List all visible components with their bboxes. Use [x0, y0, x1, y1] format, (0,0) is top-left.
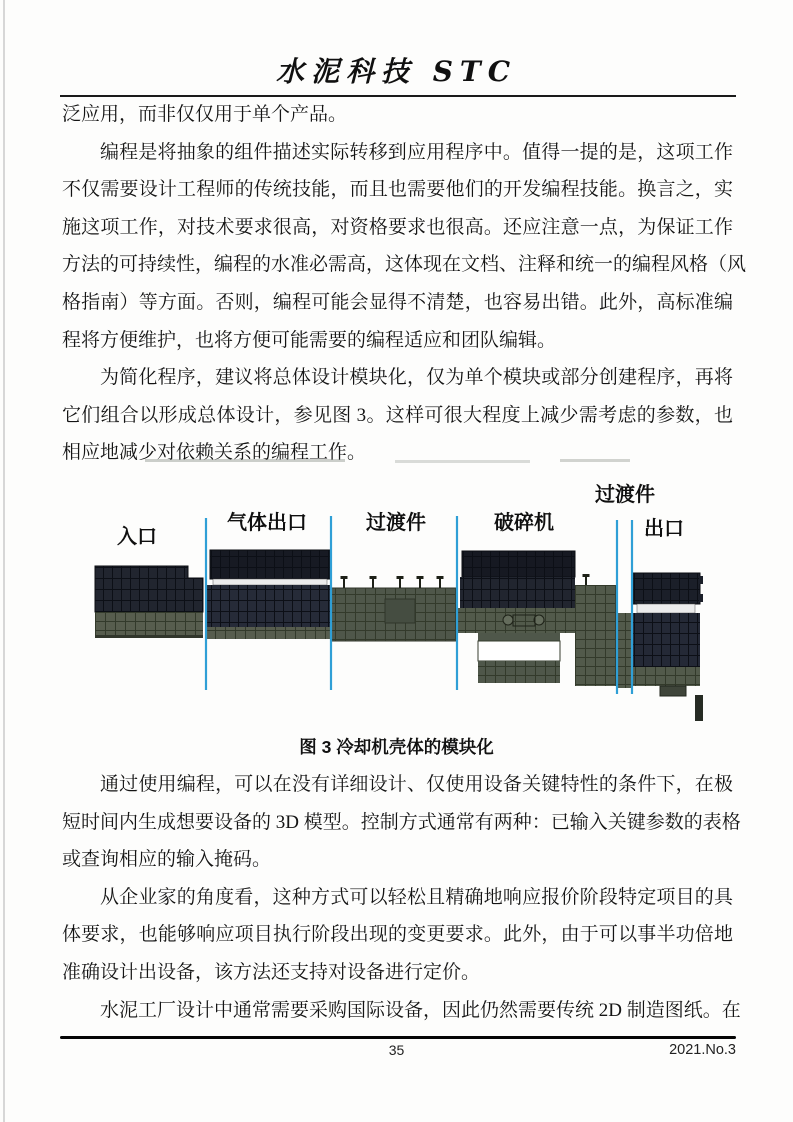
figure-module-transition-2 [617, 613, 632, 688]
text-line: 施这项工作，对技术要求很高，对资格要求也很高。还应注意一点，为保证工作 [62, 216, 733, 238]
text-line: 为简化程序，建议将总体设计模块化，仅为单个模块或部分创建程序，再将 [100, 367, 733, 389]
scan-smudge [395, 460, 530, 463]
text-line: 或查询相应的输入掩码。 [62, 849, 272, 871]
figure-label-transition-2: 过渡件 [595, 484, 655, 506]
page-number: 35 [388, 1042, 405, 1058]
figure-module-gas-outlet [206, 550, 331, 639]
figure-caption: 图 3 冷却机壳体的模块化 [299, 737, 494, 757]
figure-label-outlet: 出口 [644, 518, 684, 540]
figure-module-crusher [457, 551, 617, 686]
figure-cooler-shell-modularization [85, 468, 710, 730]
figure-label-inlet: 入口 [117, 526, 157, 548]
figure-label-gas-outlet: 气体出口 [227, 512, 307, 534]
text-line: 程将方便维护，也将方便可能需要的编程适应和团队编辑。 [62, 329, 557, 351]
text-line: 不仅需要设计工程师的传统技能，而且也需要他们的开发编程技能。换言之，实 [62, 179, 733, 201]
text-line: 通过使用编程，可以在没有详细设计、仅使用设备关键特性的条件下，在极 [100, 774, 733, 795]
text-line: 从企业家的角度看，这种方式可以轻松且精确地响应报价阶段特定项目的具 [100, 886, 733, 908]
scan-smudge [145, 459, 345, 462]
footer-rule [60, 1036, 736, 1039]
figure-image [85, 468, 710, 730]
scan-smudge [560, 459, 630, 462]
figure-label-crusher: 破碎机 [494, 512, 554, 534]
text-line: 体要求，也能够响应项目执行阶段出现的变更要求。此外，由于可以事半功倍地 [62, 924, 733, 946]
journal-title: 水泥科技 STC [275, 55, 518, 88]
article-text-lower [62, 766, 741, 1029]
figure-module-transition [331, 576, 457, 641]
text-line: 相应地减少对依赖关系的编程工作。 [62, 442, 367, 464]
text-line: 短时间内生成想要设备的 3D 模型。控制方式通常有两种：已输入关键参数的表格 [62, 811, 741, 833]
text-line: 编程是将抽象的组件描述实际转移到应用程序中。值得一提的是，这项工作 [100, 141, 733, 163]
text-line: 方法的可持续性，编程的水准必需高，这体现在文档、注释和统一的编程风格（风 [62, 254, 747, 276]
text-line: 准确设计出设备，该方法还支持对设备进行定价。 [62, 961, 481, 983]
text-line: 水泥工厂设计中通常需要采购国际设备，因此仍然需要传统 2D 制造图纸。在 [100, 999, 741, 1021]
figure-module-outlet [633, 573, 703, 721]
figure-module-inlet [95, 566, 203, 638]
figure-label-transition-1: 过渡件 [366, 512, 426, 534]
text-line: 泛应用，而非仅仅用于单个产品。 [62, 104, 348, 125]
article-text-upper [62, 96, 747, 472]
scan-edge-artifact [3, 0, 5, 1122]
issue-label: 2021.No.3 [669, 1042, 736, 1058]
text-line: 格指南）等方面。否则，编程可能会显得不清楚，也容易出错。此外，高标准编 [62, 291, 733, 313]
text-line: 它们组合以形成总体设计，参见图 3。这样可很大程度上减少需考虑的参数，也 [62, 404, 733, 426]
